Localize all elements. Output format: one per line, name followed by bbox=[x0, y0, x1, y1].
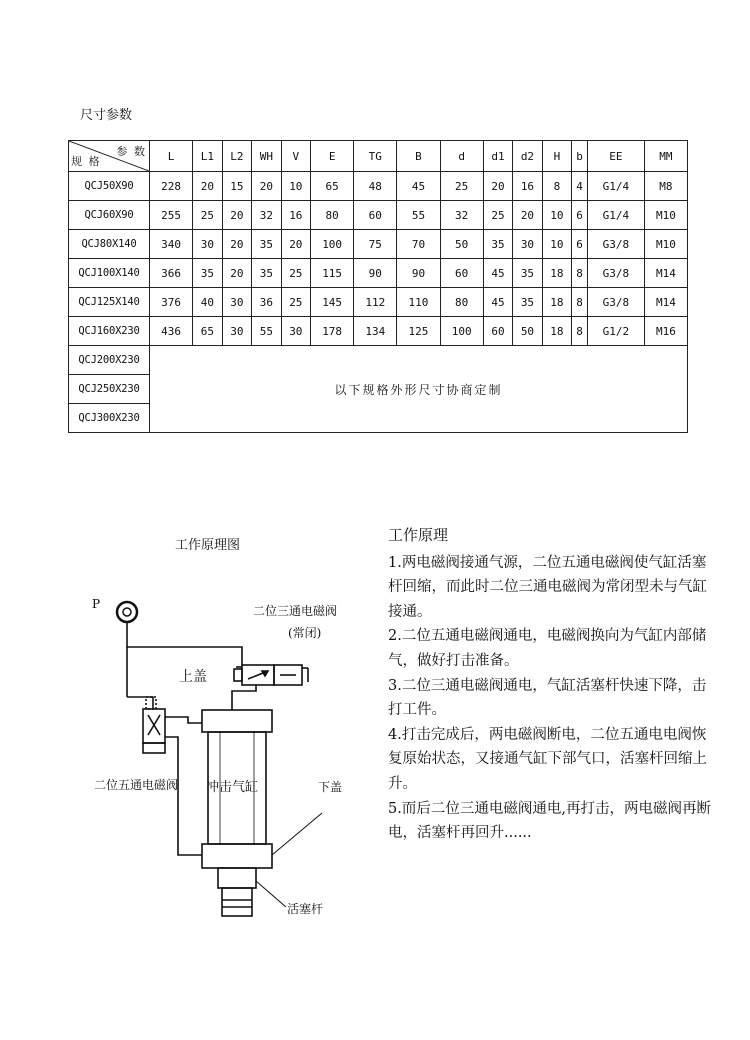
value-cell: M10 bbox=[644, 230, 687, 259]
col-header: b bbox=[572, 141, 588, 172]
value-cell: 25 bbox=[193, 201, 222, 230]
normally-closed-label: (常闭) bbox=[288, 626, 322, 640]
col-header: MM bbox=[644, 141, 687, 172]
table-row bbox=[69, 317, 688, 346]
table-row bbox=[69, 288, 688, 317]
value-cell: 65 bbox=[193, 317, 222, 346]
five-way-valve-label: 二位五通电磁阀 bbox=[94, 778, 179, 792]
principle-step: 4.打击完成后，两电磁阀断电，二位五通电电阀恢复原始状态，又接通气缸下部气口，活塞杆回缩上升。 bbox=[388, 726, 707, 792]
value-cell: 45 bbox=[397, 172, 440, 201]
table-row bbox=[69, 172, 688, 201]
value-cell: 36 bbox=[252, 288, 281, 317]
value-cell: 65 bbox=[311, 172, 354, 201]
value-cell: 20 bbox=[222, 230, 251, 259]
col-header: B bbox=[397, 141, 440, 172]
value-cell: 35 bbox=[513, 259, 542, 288]
value-cell: 8 bbox=[572, 317, 588, 346]
value-cell: 50 bbox=[513, 317, 542, 346]
value-cell: 255 bbox=[150, 201, 193, 230]
value-cell: 35 bbox=[483, 230, 512, 259]
col-header: d bbox=[440, 141, 483, 172]
value-cell: 90 bbox=[397, 259, 440, 288]
value-cell: 35 bbox=[252, 259, 281, 288]
value-cell: G3/8 bbox=[587, 259, 644, 288]
value-cell: 40 bbox=[193, 288, 222, 317]
value-cell: 8 bbox=[572, 288, 588, 317]
value-cell: 115 bbox=[311, 259, 354, 288]
model-cell: QCJ200X230 bbox=[69, 346, 150, 375]
value-cell: 30 bbox=[281, 317, 310, 346]
model-cell: QCJ80X140 bbox=[69, 230, 150, 259]
value-cell: 70 bbox=[397, 230, 440, 259]
value-cell: 60 bbox=[440, 259, 483, 288]
value-cell: 125 bbox=[397, 317, 440, 346]
model-cell: QCJ100X140 bbox=[69, 259, 150, 288]
value-cell: M16 bbox=[644, 317, 687, 346]
value-cell: 60 bbox=[354, 201, 397, 230]
value-cell: 35 bbox=[252, 230, 281, 259]
value-cell: G3/8 bbox=[587, 230, 644, 259]
corner-top-label: 参 数 bbox=[116, 145, 145, 158]
value-cell: 45 bbox=[483, 259, 512, 288]
three-way-valve-label: 二位三通电磁阀 bbox=[253, 604, 338, 618]
value-cell: 366 bbox=[150, 259, 193, 288]
value-cell: 15 bbox=[222, 172, 251, 201]
piston-rod-label: 活塞杆 bbox=[287, 902, 324, 916]
value-cell: 18 bbox=[542, 317, 571, 346]
value-cell: 25 bbox=[440, 172, 483, 201]
value-cell: 55 bbox=[252, 317, 281, 346]
value-cell: M14 bbox=[644, 288, 687, 317]
table-header-row bbox=[69, 141, 688, 172]
diagram-title: 工作原理图 bbox=[175, 538, 241, 553]
air-source-symbol bbox=[117, 602, 137, 622]
value-cell: 18 bbox=[542, 288, 571, 317]
air-source-label: P bbox=[92, 597, 101, 611]
value-cell: 8 bbox=[542, 172, 571, 201]
table-row bbox=[69, 346, 688, 375]
col-header: d1 bbox=[483, 141, 512, 172]
value-cell: 25 bbox=[281, 259, 310, 288]
value-cell: 60 bbox=[483, 317, 512, 346]
value-cell: 178 bbox=[311, 317, 354, 346]
value-cell: 10 bbox=[542, 201, 571, 230]
value-cell: 35 bbox=[513, 288, 542, 317]
value-cell: 10 bbox=[281, 172, 310, 201]
value-cell: G3/8 bbox=[587, 288, 644, 317]
model-cell: QCJ50X90 bbox=[69, 172, 150, 201]
bottom-cover-symbol bbox=[202, 844, 272, 868]
value-cell: 30 bbox=[193, 230, 222, 259]
corner-bottom-label: 规 格 bbox=[71, 155, 100, 168]
model-cell: QCJ160X230 bbox=[69, 317, 150, 346]
value-cell: 48 bbox=[354, 172, 397, 201]
value-cell: 45 bbox=[483, 288, 512, 317]
section-title: 尺寸参数 bbox=[80, 108, 133, 123]
col-header: d2 bbox=[513, 141, 542, 172]
value-cell: 25 bbox=[281, 288, 310, 317]
custom-note: 以下规格外形尺寸协商定制 bbox=[150, 346, 688, 433]
value-cell: 30 bbox=[222, 317, 251, 346]
value-cell: M8 bbox=[644, 172, 687, 201]
table-row bbox=[69, 230, 688, 259]
value-cell: M10 bbox=[644, 201, 687, 230]
supply-line bbox=[127, 622, 242, 665]
value-cell: 55 bbox=[397, 201, 440, 230]
top-cover-label: 上盖 bbox=[179, 669, 207, 685]
value-cell: 228 bbox=[150, 172, 193, 201]
model-cell: QCJ300X230 bbox=[69, 404, 150, 433]
col-header: EE bbox=[587, 141, 644, 172]
value-cell: 376 bbox=[150, 288, 193, 317]
value-cell: 20 bbox=[222, 201, 251, 230]
value-cell: 30 bbox=[222, 288, 251, 317]
principle-section bbox=[388, 523, 718, 846]
value-cell: 16 bbox=[513, 172, 542, 201]
value-cell: G1/4 bbox=[587, 201, 644, 230]
model-cell: QCJ60X90 bbox=[69, 201, 150, 230]
value-cell: 32 bbox=[440, 201, 483, 230]
cylinder-label: 冲击气缸 bbox=[206, 780, 259, 795]
top-cover-symbol bbox=[202, 710, 272, 732]
value-cell: 35 bbox=[193, 259, 222, 288]
value-cell: 436 bbox=[150, 317, 193, 346]
value-cell: 20 bbox=[193, 172, 222, 201]
value-cell: 75 bbox=[354, 230, 397, 259]
value-cell: 100 bbox=[440, 317, 483, 346]
value-cell: 30 bbox=[513, 230, 542, 259]
principle-step: 2.二位五通电磁阀通电，电磁阀换向为气缸内部储气，做好打击准备。 bbox=[388, 628, 707, 669]
value-cell: 20 bbox=[483, 172, 512, 201]
value-cell: 20 bbox=[222, 259, 251, 288]
value-cell: 6 bbox=[572, 230, 588, 259]
piston-rod-symbol bbox=[218, 868, 256, 888]
spec-table bbox=[68, 140, 688, 433]
value-cell: 10 bbox=[542, 230, 571, 259]
principle-step: 3.二位三通电磁阀通电，气缸活塞杆快速下降，击打工件。 bbox=[388, 677, 707, 719]
value-cell: 25 bbox=[483, 201, 512, 230]
bottom-cover-label: 下盖 bbox=[318, 780, 343, 794]
value-cell: 20 bbox=[252, 172, 281, 201]
principle-step: 1.两电磁阀接通气源，二位五通电磁阀使气缸活塞杆回缩，而此时二位三通电磁阀为常闭型未与气缸接通。 bbox=[388, 554, 707, 620]
value-cell: 32 bbox=[252, 201, 281, 230]
value-cell: 4 bbox=[572, 172, 588, 201]
value-cell: 20 bbox=[513, 201, 542, 230]
value-cell: 145 bbox=[311, 288, 354, 317]
col-header: L bbox=[150, 141, 193, 172]
col-header: V bbox=[281, 141, 310, 172]
model-cell: QCJ125X140 bbox=[69, 288, 150, 317]
value-cell: 8 bbox=[572, 259, 588, 288]
value-cell: 134 bbox=[354, 317, 397, 346]
principle-step: 5.而后二位三通电磁阀通电,再打击，两电磁阀再断电，活塞杆再回升...... bbox=[388, 800, 711, 842]
principle-title: 工作原理 bbox=[388, 526, 449, 544]
value-cell: G1/2 bbox=[587, 317, 644, 346]
value-cell: 80 bbox=[440, 288, 483, 317]
value-cell: M14 bbox=[644, 259, 687, 288]
value-cell: 112 bbox=[354, 288, 397, 317]
value-cell: 90 bbox=[354, 259, 397, 288]
col-header: TG bbox=[354, 141, 397, 172]
col-header: E bbox=[311, 141, 354, 172]
col-header: WH bbox=[252, 141, 281, 172]
col-header: H bbox=[542, 141, 571, 172]
value-cell: 110 bbox=[397, 288, 440, 317]
value-cell: 18 bbox=[542, 259, 571, 288]
table-row bbox=[69, 259, 688, 288]
value-cell: 340 bbox=[150, 230, 193, 259]
value-cell: 100 bbox=[311, 230, 354, 259]
col-header: L1 bbox=[193, 141, 222, 172]
table-row bbox=[69, 201, 688, 230]
value-cell: 6 bbox=[572, 201, 588, 230]
model-cell: QCJ250X230 bbox=[69, 375, 150, 404]
value-cell: 80 bbox=[311, 201, 354, 230]
value-cell: 50 bbox=[440, 230, 483, 259]
value-cell: G1/4 bbox=[587, 172, 644, 201]
corner-header bbox=[69, 141, 150, 172]
col-header: L2 bbox=[222, 141, 251, 172]
value-cell: 20 bbox=[281, 230, 310, 259]
value-cell: 16 bbox=[281, 201, 310, 230]
